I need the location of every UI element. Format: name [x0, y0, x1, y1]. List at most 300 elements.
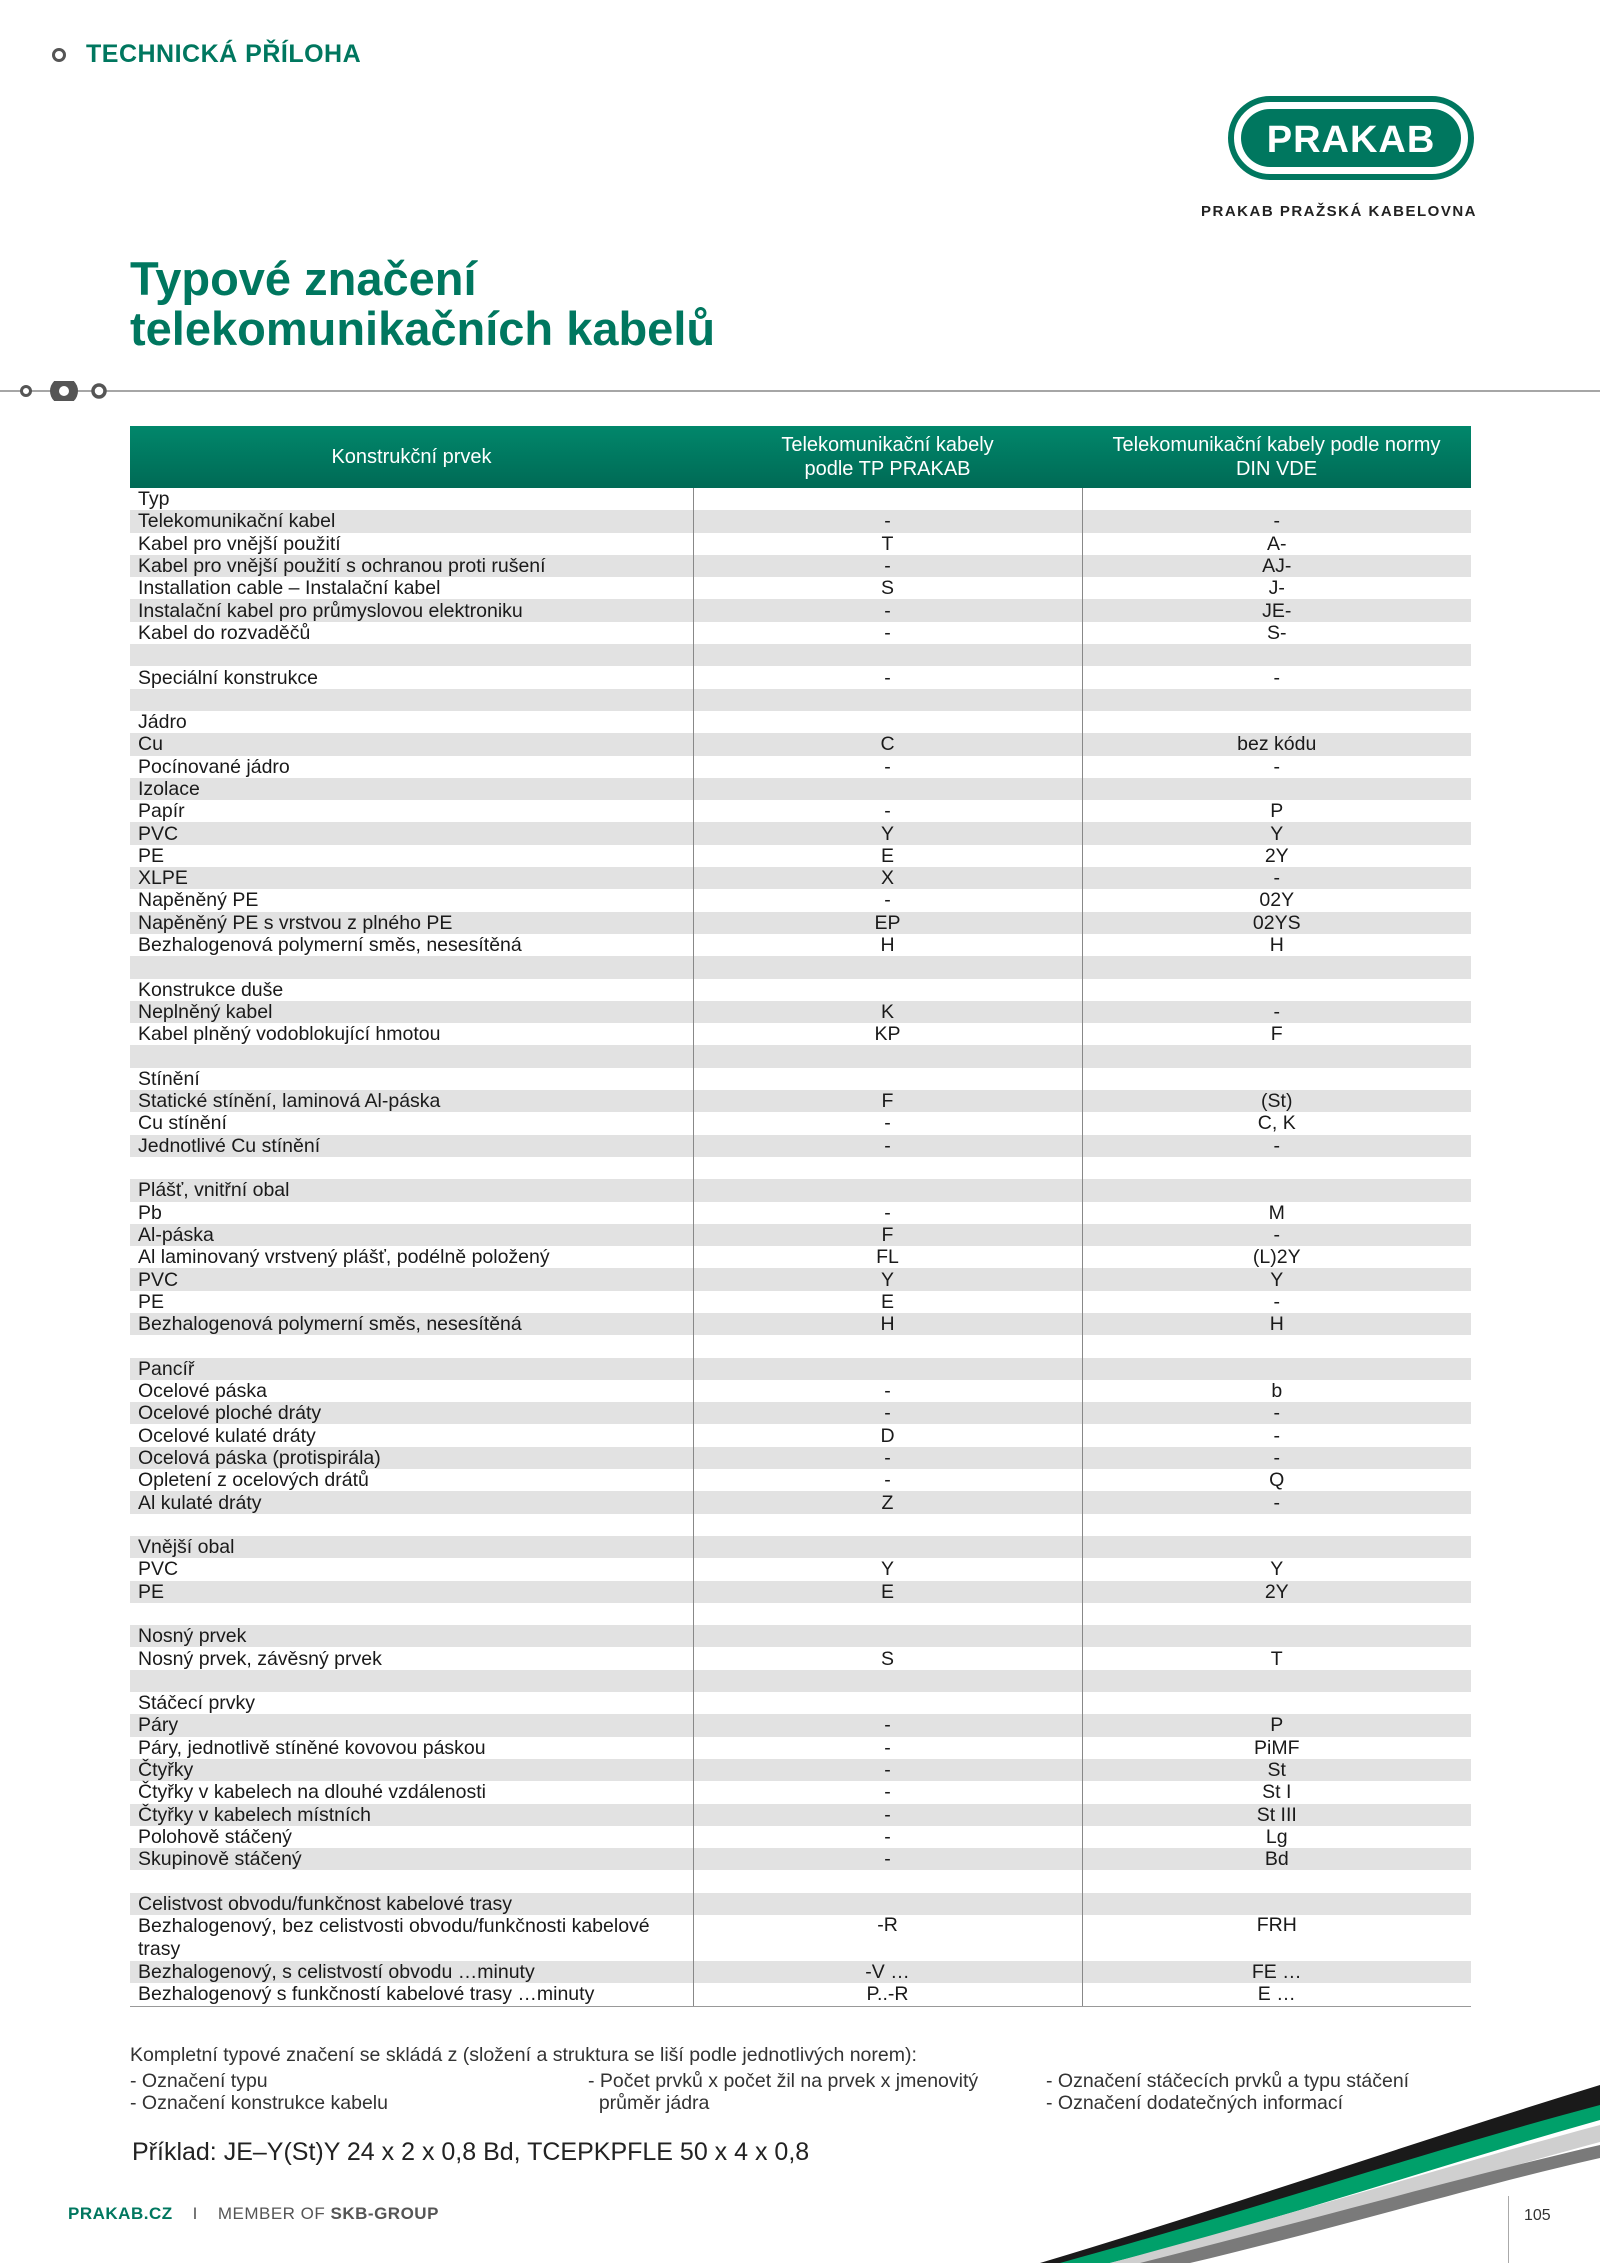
- cell-din-vde: E …: [1082, 1983, 1471, 2006]
- header-din-vde: Telekomunikační kabely podle normy DIN VDE: [1082, 426, 1471, 488]
- cell-element: PE: [138, 844, 165, 867]
- table-row: [130, 1424, 1471, 1446]
- table-row: [130, 1983, 1471, 2006]
- note-item: průměr jádra: [588, 2092, 710, 2114]
- cell-din-vde: FE …: [1082, 1961, 1471, 1983]
- cell-element: Bezhalogenový s funkčností kabelové trasy …minuty: [130, 1983, 693, 2006]
- cell-din-vde: [1082, 1068, 1471, 1090]
- cell-din-vde: St III: [1082, 1804, 1471, 1826]
- cell-din-vde: P: [1082, 800, 1471, 822]
- cell-prakab: K: [693, 1001, 1082, 1023]
- example-text: Příklad: JE–Y(St)Y 24 x 2 x 0,8 Bd, TCEPKPFLE 50 x 4 x 0,8: [132, 2138, 810, 2166]
- cell-element: Konstrukce duše: [138, 978, 284, 1001]
- cell-prakab: E: [693, 1291, 1082, 1313]
- cell-din-vde: AJ-: [1082, 555, 1471, 577]
- cell-din-vde: -: [1082, 867, 1471, 889]
- cell-prakab: [693, 644, 1082, 666]
- cell-element: Ocelová páska (protispirála): [138, 1446, 381, 1469]
- cell-din-vde: PiMF: [1082, 1737, 1471, 1759]
- cell-element: Kabel pro vnější použití s ochranou proti rušení: [138, 555, 546, 578]
- table-row: [130, 1380, 1471, 1402]
- cell-din-vde: -: [1082, 1491, 1471, 1513]
- cell-prakab: -: [693, 1804, 1082, 1826]
- table-row: [130, 510, 1471, 532]
- cell-din-vde: [1082, 1692, 1471, 1714]
- cell-element: Pocínované jádro: [138, 755, 290, 778]
- cell-element: Ocelové ploché dráty: [138, 1402, 322, 1425]
- cell-prakab: -: [693, 756, 1082, 778]
- cell-prakab: H: [693, 1313, 1082, 1335]
- cell-element: [130, 1603, 693, 1625]
- cell-din-vde: [1082, 1625, 1471, 1647]
- table-row: [130, 1603, 1471, 1625]
- footer-member: MEMBER OF: [217, 2204, 326, 2223]
- cell-element: Al kulaté dráty: [138, 1491, 262, 1514]
- cell-element: PVC: [138, 1558, 179, 1581]
- cell-element: Statické stínění, laminová Al-páska: [138, 1090, 441, 1113]
- cell-din-vde: [1082, 1603, 1471, 1625]
- cell-din-vde: H: [1082, 1313, 1471, 1335]
- section-label: [52, 40, 361, 69]
- cell-din-vde: (L)2Y: [1082, 1246, 1471, 1268]
- cell-prakab: E: [693, 1581, 1082, 1603]
- cell-din-vde: 02YS: [1082, 912, 1471, 934]
- table-row: [130, 1001, 1471, 1023]
- cell-prakab: [693, 1157, 1082, 1179]
- cell-din-vde: T: [1082, 1647, 1471, 1669]
- header-rule: [0, 381, 1600, 401]
- cell-element: Al-páska: [138, 1223, 214, 1246]
- cell-din-vde: 2Y: [1082, 1581, 1471, 1603]
- cell-element: PVC: [138, 1268, 179, 1291]
- table-row: [130, 644, 1471, 666]
- cell-prakab: X: [693, 867, 1082, 889]
- cell-din-vde: FRH: [1082, 1915, 1471, 1961]
- table-row: [130, 1625, 1471, 1647]
- cell-prakab: S: [693, 1647, 1082, 1669]
- cell-element: Páry, jednotlivě stíněné kovovou páskou: [138, 1736, 486, 1759]
- cell-prakab: F: [693, 1224, 1082, 1246]
- cell-element: Bezhalogenová polymerní směs, nesesítěná: [138, 934, 522, 957]
- table-row: [130, 1469, 1471, 1491]
- table-row: [130, 1023, 1471, 1045]
- cell-element: Al laminovaný vrstvený plášť, podélně položený: [138, 1246, 550, 1269]
- cell-din-vde: P: [1082, 1714, 1471, 1736]
- table-row: [130, 1491, 1471, 1513]
- table-row: [130, 533, 1471, 555]
- header-prakab: Telekomunikační kabely podle TP PRAKAB: [693, 426, 1082, 488]
- cell-prakab: -: [693, 622, 1082, 644]
- cell-prakab: [693, 711, 1082, 733]
- cell-din-vde: 2Y: [1082, 845, 1471, 867]
- cell-element: Skupinově stáčený: [138, 1848, 302, 1871]
- cell-prakab: -: [693, 510, 1082, 532]
- cell-prakab: [693, 1893, 1082, 1915]
- cell-din-vde: Lg: [1082, 1826, 1471, 1848]
- table-row: [130, 1536, 1471, 1558]
- cell-din-vde: -: [1082, 1291, 1471, 1313]
- cell-prakab: -: [693, 1447, 1082, 1469]
- cell-prakab: -: [693, 555, 1082, 577]
- cell-element: PVC: [138, 822, 179, 845]
- cell-element: Kabel pro vnější použití: [138, 532, 341, 555]
- table-row: [130, 1157, 1471, 1179]
- cell-din-vde: [1082, 1335, 1471, 1357]
- cell-prakab: Y: [693, 822, 1082, 844]
- table-row: [130, 979, 1471, 1001]
- cell-element: Čtyřky v kabelech na dlouhé vzdálenosti: [138, 1781, 486, 1804]
- cell-element: [130, 1870, 693, 1892]
- cell-din-vde: [1082, 956, 1471, 978]
- table-row: [130, 1759, 1471, 1781]
- cell-prakab: [693, 1358, 1082, 1380]
- cell-prakab: [693, 1670, 1082, 1692]
- cell-element: XLPE: [138, 867, 188, 890]
- cell-element: Stínění: [138, 1067, 200, 1090]
- logo-text: PRAKAB: [1266, 119, 1436, 161]
- cell-din-vde: -: [1082, 1402, 1471, 1424]
- table-row: [130, 488, 1471, 510]
- cell-din-vde: Q: [1082, 1469, 1471, 1491]
- cell-din-vde: A-: [1082, 533, 1471, 555]
- cell-din-vde: [1082, 1358, 1471, 1380]
- cell-prakab: E: [693, 845, 1082, 867]
- table-row: [130, 555, 1471, 577]
- notes-col-2: [588, 2070, 1046, 2114]
- cell-element: [130, 956, 693, 978]
- cell-prakab: -V …: [693, 1961, 1082, 1983]
- cell-element: Páry: [138, 1714, 179, 1737]
- note-item: - Označení typu: [130, 2070, 268, 2092]
- cell-prakab: Z: [693, 1491, 1082, 1513]
- cell-element: [130, 644, 693, 666]
- table-row: [130, 800, 1471, 822]
- cell-element: Napěněný PE s vrstvou z plného PE: [138, 911, 453, 934]
- cell-din-vde: [1082, 644, 1471, 666]
- cell-element: Opletení z ocelových drátů: [138, 1469, 369, 1492]
- cell-din-vde: [1082, 778, 1471, 800]
- cell-prakab: -: [693, 1380, 1082, 1402]
- table-row: [130, 1179, 1471, 1201]
- cell-din-vde: [1082, 1670, 1471, 1692]
- cell-prakab: T: [693, 533, 1082, 555]
- table-row: [130, 1692, 1471, 1714]
- cell-prakab: [693, 1603, 1082, 1625]
- cell-din-vde: [1082, 1157, 1471, 1179]
- header-construction: Konstrukční prvek: [130, 426, 693, 488]
- table-row: [130, 1893, 1471, 1915]
- cell-element: Polohově stáčený: [138, 1825, 292, 1848]
- table-row: [130, 1068, 1471, 1090]
- cell-din-vde: -: [1082, 1424, 1471, 1446]
- cell-prakab: -: [693, 1781, 1082, 1803]
- cell-prakab: -: [693, 1402, 1082, 1424]
- cell-din-vde: Y: [1082, 822, 1471, 844]
- table-row: [130, 1224, 1471, 1246]
- footer-site-link[interactable]: PRAKAB.CZ: [68, 2204, 173, 2223]
- notes-col-1: [130, 2070, 588, 2114]
- table-row: [130, 1781, 1471, 1803]
- cell-din-vde: [1082, 711, 1471, 733]
- cell-prakab: -: [693, 1848, 1082, 1870]
- table-row: [130, 756, 1471, 778]
- table-header-row: [130, 426, 1471, 488]
- cell-din-vde: Y: [1082, 1268, 1471, 1290]
- cell-element: Nosný prvek, závěsný prvek: [138, 1647, 382, 1670]
- cell-element: Nosný prvek: [138, 1625, 247, 1648]
- cell-din-vde: Bd: [1082, 1848, 1471, 1870]
- cell-prakab: [693, 1068, 1082, 1090]
- table-row: [130, 1826, 1471, 1848]
- cell-din-vde: b: [1082, 1380, 1471, 1402]
- page-divider: [1508, 2196, 1509, 2263]
- cell-prakab: [693, 1335, 1082, 1357]
- cell-din-vde: -: [1082, 756, 1471, 778]
- cell-din-vde: -: [1082, 510, 1471, 532]
- table-row: [130, 1045, 1471, 1067]
- cell-element: Bezhalogenový, s celistvostí obvodu …minuty: [138, 1961, 535, 1984]
- table-row: [130, 1135, 1471, 1157]
- cell-element: PE: [138, 1580, 165, 1603]
- table-row: [130, 1268, 1471, 1290]
- cell-element: Pancíř: [138, 1357, 195, 1380]
- cell-din-vde: [1082, 1536, 1471, 1558]
- table-row: [130, 1961, 1471, 1983]
- table-row: [130, 1804, 1471, 1826]
- cell-din-vde: St I: [1082, 1781, 1471, 1803]
- spec-table: [130, 426, 1471, 2007]
- note-item: - Počet prvků x počet žil na prvek x jmenovitý: [588, 2070, 979, 2092]
- cell-prakab: -: [693, 1714, 1082, 1736]
- cell-element: Celistvost obvodu/funkčnost kabelové trasy: [138, 1892, 512, 1915]
- cell-prakab: P..-R: [693, 1983, 1082, 2006]
- table-row: [130, 1202, 1471, 1224]
- table-row: [130, 889, 1471, 911]
- cell-element: Installation cable – Instalační kabel: [138, 577, 441, 600]
- footer-separator: I: [192, 2204, 198, 2223]
- table-row: [130, 867, 1471, 889]
- cell-prakab: [693, 1692, 1082, 1714]
- cell-element: [130, 689, 693, 711]
- note-item: - Označení konstrukce kabelu: [130, 2092, 388, 2114]
- notes-intro: Kompletní typové značení se skládá z (složení a struktura se liší podle jednotlivých norem):: [130, 2044, 917, 2066]
- cell-din-vde: -: [1082, 1447, 1471, 1469]
- cell-din-vde: [1082, 689, 1471, 711]
- cell-prakab: H: [693, 934, 1082, 956]
- cell-prakab: -R: [693, 1915, 1082, 1961]
- cell-element: Bezhalogenová polymerní směs, nesesítěná: [138, 1313, 522, 1336]
- cell-din-vde: [1082, 1514, 1471, 1536]
- cable-swoosh-graphic: [1000, 2080, 1600, 2263]
- cell-din-vde: [1082, 1045, 1471, 1067]
- cell-element: Ocelové páska: [138, 1380, 267, 1403]
- cell-prakab: -: [693, 1826, 1082, 1848]
- cell-din-vde: [1082, 1893, 1471, 1915]
- cell-din-vde: S-: [1082, 622, 1471, 644]
- table-row: [130, 1246, 1471, 1268]
- cell-prakab: -: [693, 666, 1082, 688]
- cell-prakab: [693, 488, 1082, 510]
- cell-prakab: S: [693, 577, 1082, 599]
- table-row: [130, 778, 1471, 800]
- cell-prakab: -: [693, 1202, 1082, 1224]
- cell-din-vde: M: [1082, 1202, 1471, 1224]
- cell-element: Ocelové kulaté dráty: [138, 1424, 316, 1447]
- table-row: [130, 666, 1471, 688]
- table-row: [130, 1848, 1471, 1870]
- note-item: - Označení dodatečných informací: [1046, 2092, 1343, 2114]
- table-row: [130, 1358, 1471, 1380]
- logo-subtitle: PRAKAB PRAŽSKÁ KABELOVNA: [1200, 203, 1477, 220]
- cell-prakab: EP: [693, 912, 1082, 934]
- cell-prakab: [693, 1870, 1082, 1892]
- table-row: [130, 1647, 1471, 1669]
- cell-element: Plášť, vnitřní obal: [138, 1179, 290, 1202]
- cell-prakab: -: [693, 1135, 1082, 1157]
- cell-din-vde: St: [1082, 1759, 1471, 1781]
- cell-din-vde: C, K: [1082, 1112, 1471, 1134]
- cell-din-vde: [1082, 488, 1471, 510]
- footer: [68, 2204, 439, 2224]
- page-title: [130, 254, 715, 354]
- table-row: [130, 845, 1471, 867]
- cell-element: Jádro: [138, 711, 187, 734]
- table-row: [130, 599, 1471, 621]
- cell-prakab: [693, 1179, 1082, 1201]
- table-row: [130, 822, 1471, 844]
- table-row: [130, 1870, 1471, 1892]
- table-row: [130, 733, 1471, 755]
- cell-prakab: [693, 956, 1082, 978]
- table-row: [130, 1335, 1471, 1357]
- note-item: - Označení stáčecích prvků a typu stáčení: [1046, 2070, 1410, 2092]
- cell-prakab: KP: [693, 1023, 1082, 1045]
- cell-din-vde: J-: [1082, 577, 1471, 599]
- cell-din-vde: -: [1082, 1135, 1471, 1157]
- cell-din-vde: Y: [1082, 1558, 1471, 1580]
- cell-prakab: F: [693, 1090, 1082, 1112]
- cell-element: Typ: [138, 488, 170, 511]
- table-row: [130, 689, 1471, 711]
- table-row: [130, 622, 1471, 644]
- cell-element: Cu: [138, 733, 163, 756]
- cell-element: Čtyřky v kabelech místních: [138, 1803, 371, 1826]
- table-row: [130, 1447, 1471, 1469]
- cell-prakab: -: [693, 800, 1082, 822]
- table-row: [130, 711, 1471, 733]
- cell-din-vde: -: [1082, 1001, 1471, 1023]
- cell-element: Napěněný PE: [138, 889, 259, 912]
- table-row: [130, 1581, 1471, 1603]
- bullet-icon: [52, 48, 66, 62]
- cell-din-vde: [1082, 979, 1471, 1001]
- cell-din-vde: JE-: [1082, 599, 1471, 621]
- cell-din-vde: -: [1082, 1224, 1471, 1246]
- cell-element: Pb: [138, 1201, 162, 1224]
- cell-element: Stáčecí prvky: [138, 1692, 256, 1715]
- table-row: [130, 1090, 1471, 1112]
- cell-prakab: [693, 778, 1082, 800]
- table-row: [130, 1313, 1471, 1335]
- cell-prakab: -: [693, 1759, 1082, 1781]
- cell-prakab: -: [693, 1737, 1082, 1759]
- cell-element: Izolace: [138, 778, 200, 800]
- cell-element: Vnější obal: [138, 1536, 235, 1559]
- table-row: [130, 1558, 1471, 1580]
- cell-element: PE: [138, 1290, 165, 1313]
- table-row: [130, 956, 1471, 978]
- section-label-text: TECHNICKÁ PŘÍLOHA: [86, 40, 362, 68]
- cell-din-vde: bez kódu: [1082, 733, 1471, 755]
- cell-prakab: [693, 1625, 1082, 1647]
- table-row: [130, 577, 1471, 599]
- prakab-logo: [1228, 96, 1474, 180]
- cell-prakab: D: [693, 1424, 1082, 1446]
- cell-element: Papír: [138, 800, 185, 823]
- cell-prakab: [693, 1536, 1082, 1558]
- cell-element: [130, 1670, 693, 1692]
- table-row: [130, 1112, 1471, 1134]
- cell-element: Neplněný kabel: [138, 1000, 273, 1023]
- cell-din-vde: [1082, 1870, 1471, 1892]
- cell-element: Cu stínění: [138, 1112, 227, 1135]
- cell-prakab: [693, 1045, 1082, 1067]
- cell-prakab: [693, 979, 1082, 1001]
- cell-element: Kabel do rozvaděčů: [138, 621, 311, 644]
- cell-prakab: Y: [693, 1558, 1082, 1580]
- title-line-1: Typové značení: [130, 252, 477, 305]
- cell-prakab: C: [693, 733, 1082, 755]
- page-number: 105: [1524, 2207, 1551, 2224]
- cell-prakab: -: [693, 889, 1082, 911]
- table-row: [130, 1670, 1471, 1692]
- title-line-2: telekomunikačních kabelů: [130, 302, 716, 355]
- table-row: [130, 1402, 1471, 1424]
- cell-prakab: -: [693, 1469, 1082, 1491]
- table-row: [130, 1514, 1471, 1536]
- cell-element: Bezhalogenový, bez celistvosti obvodu/funkčnosti kabelové trasy: [138, 1915, 650, 1960]
- cell-prakab: [693, 689, 1082, 711]
- cell-prakab: FL: [693, 1246, 1082, 1268]
- table-row: [130, 1915, 1471, 1961]
- cell-element: [130, 1335, 693, 1357]
- cell-prakab: [693, 1514, 1082, 1536]
- table-row: [130, 934, 1471, 956]
- cell-element: Instalační kabel pro průmyslovou elektroniku: [138, 599, 523, 622]
- cell-element: Čtyřky: [138, 1759, 194, 1782]
- cell-din-vde: [1082, 1179, 1471, 1201]
- table-row: [130, 1737, 1471, 1759]
- cell-element: Telekomunikační kabel: [138, 510, 336, 533]
- cell-prakab: -: [693, 1112, 1082, 1134]
- table-row: [130, 1714, 1471, 1736]
- table-row: [130, 1291, 1471, 1313]
- cell-din-vde: F: [1082, 1023, 1471, 1045]
- cell-element: [130, 1045, 693, 1067]
- cell-din-vde: H: [1082, 934, 1471, 956]
- cell-element: Jednotlivé Cu stínění: [138, 1134, 321, 1157]
- cell-element: [130, 1514, 693, 1536]
- cell-din-vde: 02Y: [1082, 889, 1471, 911]
- cell-din-vde: -: [1082, 666, 1471, 688]
- cell-prakab: -: [693, 599, 1082, 621]
- cell-element: Speciální konstrukce: [138, 666, 318, 689]
- cell-element: Kabel plněný vodoblokující hmotou: [138, 1023, 441, 1046]
- cell-din-vde: (St): [1082, 1090, 1471, 1112]
- footer-group: SKB-GROUP: [330, 2204, 439, 2223]
- cell-prakab: Y: [693, 1268, 1082, 1290]
- cell-element: [130, 1157, 693, 1179]
